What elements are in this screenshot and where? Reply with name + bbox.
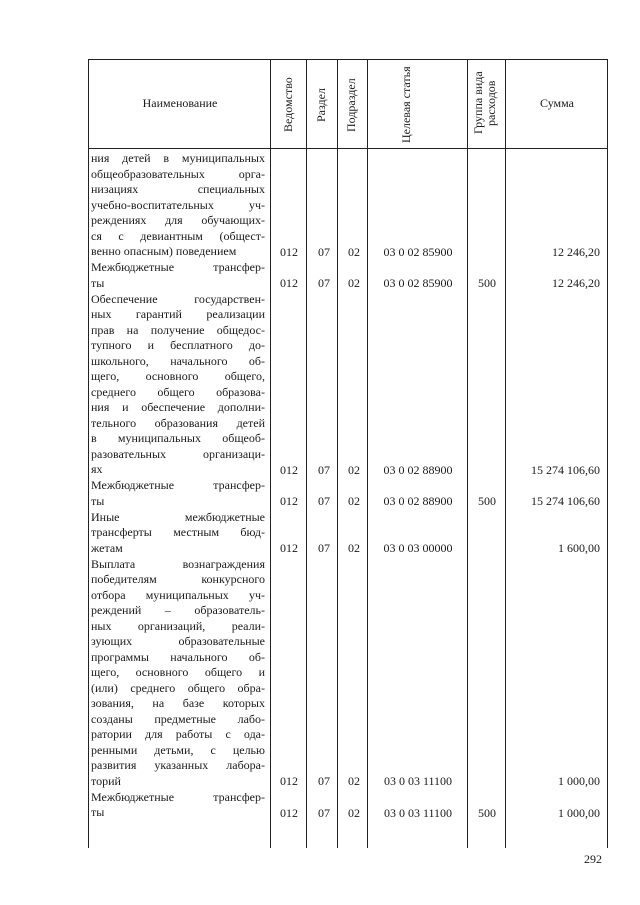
row-celevaya-statya: 03 0 02 85900 bbox=[383, 276, 453, 290]
rule-after-vedomstvo bbox=[306, 59, 307, 848]
header-name: Наименование bbox=[142, 96, 218, 110]
row-name-line: Межбюджетные трансфер- bbox=[91, 789, 265, 804]
row-name-line: Межбюджетные трансфер- bbox=[91, 260, 265, 274]
row-name-line: школьного, начального об- bbox=[91, 353, 265, 368]
row-podrazdel: 02 bbox=[348, 244, 360, 259]
row-podrazdel: 02 bbox=[348, 462, 360, 477]
rule-name-left bbox=[88, 148, 89, 848]
row-name-line: ренными детьми, с целью bbox=[91, 742, 265, 757]
row-vedomstvo: 012 bbox=[280, 805, 298, 820]
row-name-line: отбора муниципальных уч- bbox=[91, 587, 265, 602]
row-vedomstvo: 012 bbox=[280, 276, 298, 290]
header-razdel: Раздел bbox=[314, 88, 328, 122]
row-podrazdel: 02 bbox=[348, 541, 360, 555]
row-vedomstvo: 012 bbox=[280, 494, 298, 508]
rule-after-name bbox=[270, 59, 271, 848]
row-name-line: разовательных организаци- bbox=[91, 446, 265, 461]
row-vedomstvo: 012 bbox=[280, 462, 298, 477]
row-razdel: 07 bbox=[318, 774, 330, 788]
row-razdel: 07 bbox=[318, 805, 330, 820]
row-name-line: развития указанных лабора- bbox=[91, 758, 265, 772]
row-podrazdel: 02 bbox=[348, 774, 360, 788]
row-razdel: 07 bbox=[318, 462, 330, 477]
row-vedomstvo: 012 bbox=[280, 244, 298, 259]
row-name-line: созданы предметные лабо- bbox=[91, 711, 265, 726]
row-name-line: прав на получение общедос- bbox=[91, 322, 265, 337]
row-summa: 15 274 106,60 bbox=[531, 462, 600, 477]
row-name-line: торий bbox=[91, 773, 121, 788]
row-razdel: 07 bbox=[318, 244, 330, 259]
row-name-line: ты bbox=[91, 805, 105, 819]
row-name-line: жетам bbox=[91, 540, 123, 555]
row-celevaya-statya: 03 0 02 88900 bbox=[383, 462, 453, 477]
row-name-line: низациях специальных bbox=[91, 182, 265, 196]
row-name-line: реждений – образователь- bbox=[91, 603, 265, 617]
header-summa: Сумма bbox=[540, 96, 574, 110]
rule-after-razdel bbox=[337, 59, 338, 848]
row-vedomstvo: 012 bbox=[280, 541, 298, 555]
row-podrazdel: 02 bbox=[348, 805, 360, 820]
row-name-line: ты bbox=[91, 275, 105, 290]
header-left-border bbox=[88, 59, 89, 149]
header-vedomstvo: Ведомство bbox=[281, 77, 295, 133]
row-name-line: зующих образовательные bbox=[91, 634, 265, 648]
row-razdel: 07 bbox=[318, 276, 330, 290]
row-podrazdel: 02 bbox=[348, 494, 360, 508]
row-razdel: 07 bbox=[318, 494, 330, 508]
row-name-line: щего, основного общего и bbox=[91, 665, 265, 679]
row-summa: 1 000,00 bbox=[558, 774, 600, 788]
header-podrazdel: Подраздел bbox=[344, 78, 358, 132]
row-name-line: трансферты местным бюд- bbox=[91, 525, 265, 539]
row-name-line: среднего общего образова- bbox=[91, 384, 265, 399]
row-name-line: ты bbox=[91, 493, 105, 508]
row-name-line: ния и обеспечение дополни- bbox=[91, 400, 265, 414]
row-name-line: тупного и бесплатного до- bbox=[91, 338, 265, 352]
row-summa: 12 246,20 bbox=[552, 276, 600, 290]
row-summa: 1 000,00 bbox=[558, 805, 600, 820]
rule-after-celevaya bbox=[467, 59, 468, 848]
row-name-line: победителям конкурсного bbox=[91, 572, 265, 586]
row-name-line: Иные межбюджетные bbox=[91, 509, 265, 524]
row-celevaya-statya: 03 0 03 11100 bbox=[383, 774, 453, 788]
row-name-line: венно опасным) поведением bbox=[91, 244, 237, 258]
rule-after-gruppa bbox=[505, 59, 506, 848]
rule-after-podrazdel bbox=[367, 59, 368, 848]
row-razdel: 07 bbox=[318, 541, 330, 555]
header-right-border bbox=[607, 59, 608, 149]
row-name-line: ся с девиантным (общест- bbox=[91, 228, 265, 243]
row-vedomstvo: 012 bbox=[280, 774, 298, 788]
row-celevaya-statya: 03 0 02 88900 bbox=[383, 494, 453, 508]
row-summa: 12 246,20 bbox=[552, 244, 600, 259]
row-name-line: зования, на базе которых bbox=[91, 696, 265, 710]
row-name-line: общеобразовательных орга- bbox=[91, 166, 265, 181]
row-name-line: тельного образования детей bbox=[91, 415, 265, 430]
row-name-line: ных гарантий реализации bbox=[91, 307, 265, 321]
row-name-line: ния детей в муниципальных bbox=[91, 151, 265, 165]
row-name-line: Межбюджетные трансфер- bbox=[91, 478, 265, 492]
row-name-line: Обеспечение государствен- bbox=[91, 291, 265, 306]
row-name-line: щего, основного общего, bbox=[91, 369, 265, 383]
row-name-line: ратории для работы с ода- bbox=[91, 727, 265, 741]
row-name-line: в муниципальных общеоб- bbox=[91, 431, 265, 445]
rule-sum-right bbox=[607, 148, 608, 848]
header-top-border bbox=[88, 59, 608, 60]
row-celevaya-statya: 03 0 03 00000 bbox=[383, 541, 453, 555]
row-name-line: ных организаций, реали- bbox=[91, 618, 265, 633]
row-name-line: ях bbox=[91, 462, 103, 476]
header-celevaya-statya: Целевая статья bbox=[399, 66, 413, 144]
row-podrazdel: 02 bbox=[348, 276, 360, 290]
row-celevaya-statya: 03 0 03 11100 bbox=[383, 805, 453, 820]
row-gruppa: 500 bbox=[478, 276, 496, 290]
page-number: 292 bbox=[584, 852, 602, 866]
header-bottom-border bbox=[88, 148, 608, 149]
row-summa: 1 600,00 bbox=[558, 541, 600, 555]
row-summa: 15 274 106,60 bbox=[531, 494, 600, 508]
row-name-line: учебно-воспитательных уч- bbox=[91, 197, 265, 212]
row-gruppa: 500 bbox=[478, 494, 496, 508]
row-name-line: программы начального об- bbox=[91, 649, 265, 664]
row-name-line: реждениях для обучающих- bbox=[91, 213, 265, 227]
row-celevaya-statya: 03 0 02 85900 bbox=[383, 244, 453, 259]
row-name-line: Выплата вознаграждения bbox=[91, 556, 265, 571]
row-gruppa: 500 bbox=[478, 805, 496, 820]
header-gruppa-vida-rashodov: Группа вида расходов bbox=[471, 71, 498, 135]
row-name-line: (или) среднего общего обра- bbox=[91, 680, 265, 695]
